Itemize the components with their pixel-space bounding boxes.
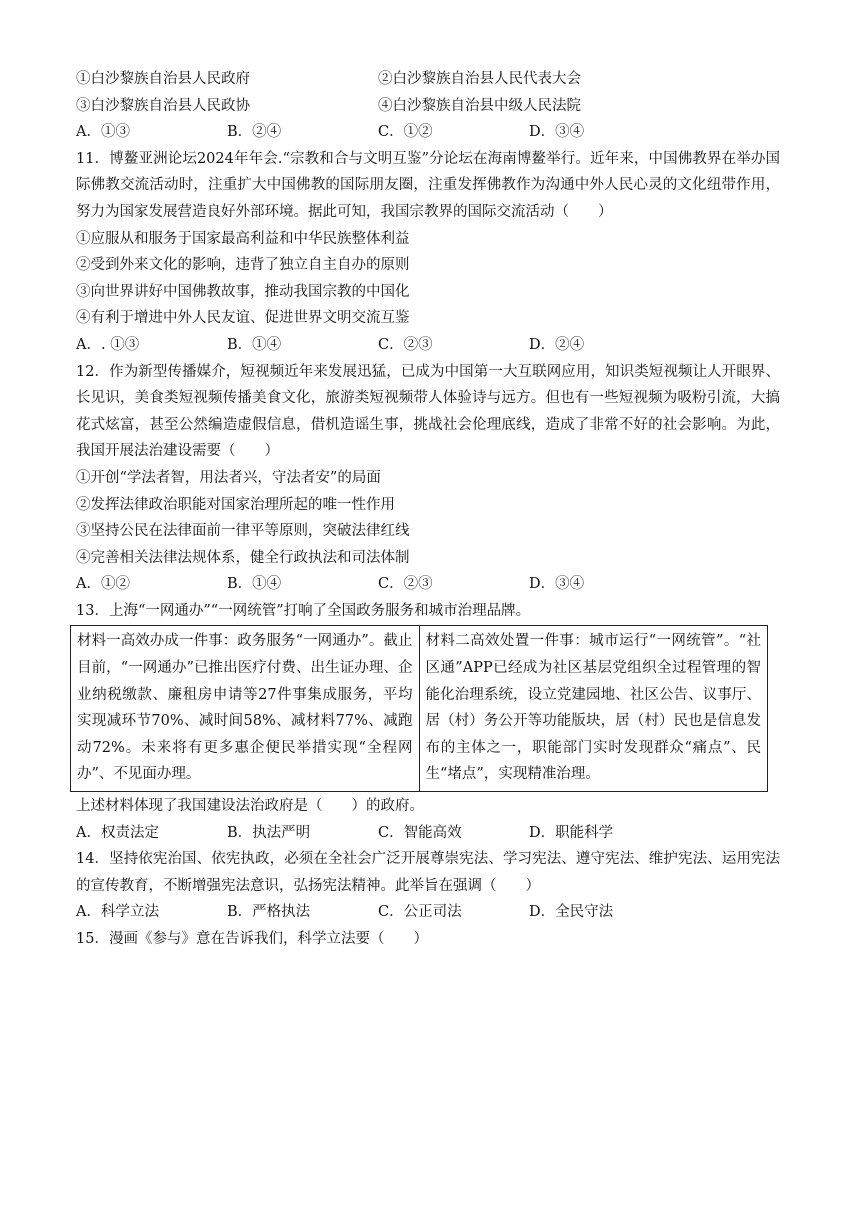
q14-options [76,899,780,926]
q11-stem: 11．博鳌亚洲论坛2024年年会.“宗教和合与文明互鉴”分论坛在海南博鳌举行。近年来，中国佛教界在举办国际佛教交流活动时，注重扩大中国佛教的国际朋友圈，注重发挥佛教作为沟通中外人民心灵的文化纽带作用，努力为国家发展营造良好外部环境。据此可知，我国宗教界的国际交流活动（ ） [76,150,780,220]
q11-option-a[interactable]: A．. ①③ [76,336,140,353]
q10-option-a[interactable]: A．①③ [76,124,130,141]
q12-options [76,571,780,598]
q12-choice-4: ④完善相关法律法规体系，健全行政执法和司法体制 [76,549,410,566]
q13-stem: 13．上海“一网通办”“一网统管”打响了全国政务服务和城市治理品牌。 [76,602,531,619]
q13-option-a[interactable]: A．权责法定 [76,824,159,841]
q15-stem: 15．漫画《参与》意在告诉我们，科学立法要（ ） [76,931,428,947]
q12-option-a[interactable]: A．①② [76,576,130,593]
q13-material-table [70,625,768,792]
q12-choice-1: ①开创“学法者智，用法者兴，守法者安”的局面 [76,469,381,486]
q10-choice-1: ①白沙黎族自治县人民政府 [76,71,250,87]
q12-choice-3: ③坚持公民在法律面前一律平等原则，突破法律红线 [76,523,410,540]
q13-option-c[interactable]: C．智能高效 [378,824,462,841]
q10-choices-row-1 [76,66,780,93]
q11-choice-3: ③向世界讲好中国佛教故事，推动我国宗教的中国化 [76,283,410,300]
q14-option-d[interactable]: D．全民守法 [529,904,614,921]
q14-stem: 14．坚持依宪治国、依宪执政，必须在全社会广泛开展尊崇宪法、学习宪法、遵守宪法、维护宪法、运用宪法的宣传教育，不断增强宪法意识，弘扬宪法精神。此举旨在强调（ ） [76,851,780,894]
q11-choice-1: ①应服从和服务于国家最高利益和中华民族整体利益 [76,230,410,247]
q11-choice-2: ②受到外来文化的影响，违背了独立自主自办的原则 [76,257,410,274]
q10-choice-3: ③白沙黎族自治县人民政协 [76,97,250,114]
q13-options [76,820,780,847]
q12-choice-2: ②发挥法律政治职能对国家治理所起的唯一性作用 [76,496,395,513]
q11-option-b[interactable]: B．①④ [227,336,282,353]
q11-options [76,332,780,359]
q12-option-c[interactable]: C．②③ [378,576,433,593]
q10-option-c[interactable]: C．①② [378,124,433,141]
q11-option-c[interactable]: C．②③ [378,336,433,353]
q10-option-d[interactable]: D．③④ [529,124,585,141]
q10-choice-2: ②白沙黎族自治县人民代表大会 [378,71,581,87]
q12-option-b[interactable]: B．①④ [227,576,282,593]
q14-option-a[interactable]: A．科学立法 [76,904,159,921]
q13-option-b[interactable]: B．执法严明 [227,824,311,841]
q10-choice-4: ④白沙黎族自治县中级人民法院 [378,97,581,114]
q14-option-b[interactable]: B．严格执法 [227,904,311,921]
exam-page [76,66,780,953]
q13-material-1: 材料一高效办成一件事：政务服务“一网通办”。截止目前，“一网通办”已推出医疗付费、出生证办理、企业纳税缴款、廉租房申请等27件事集成服务，平均实现减环节70%、减时间58%、减材料77%、减跑动72%。未来将有更多惠企便民举措实现“全程网办”、不见面办理。 [71,626,420,792]
q10-option-b[interactable]: B．②④ [227,124,282,141]
q13-material-2: 材料二高效处置一件事：城市运行“一网统管”。“社区通”APP已经成为社区基层党组织全过程管理的智能化治理系统，设立党建园地、社区公告、议事厅、居（村）务公开等功能版块，居（村）民也是信息发布的主体之一，职能部门实时发现群众“痛点”、民生“堵点”，实现精准治理。 [419,626,768,792]
q10-options [76,119,780,146]
q12-option-d[interactable]: D．③④ [529,576,585,593]
q11-choice-4: ④有利于增进中外人民友谊、促进世界文明交流互鉴 [76,310,410,327]
q11-option-d[interactable]: D．②④ [529,336,585,353]
q10-choices-row-2 [76,93,780,120]
q13-question: 上述材料体现了我国建设法治政府是（ ）的政府。 [76,798,424,815]
q14-option-c[interactable]: C．公正司法 [378,904,462,921]
q12-stem: 12．作为新型传播媒介，短视频近年来发展迅猛，已成为中国第一大互联网应用，知识类短视频让人开眼界、长见识，美食类短视频传播美食文化，旅游类短视频带人体验诗与远方。但也有一些短视频为吸粉引流，大搞花式炫富，甚至公然编造虚假信息，借机造谣生事，挑战社会伦理底线，造成了非常不好的社会影响。为此，我国开展法治建设需要（ ） [76,363,780,460]
q13-option-d[interactable]: D．职能科学 [529,824,614,841]
